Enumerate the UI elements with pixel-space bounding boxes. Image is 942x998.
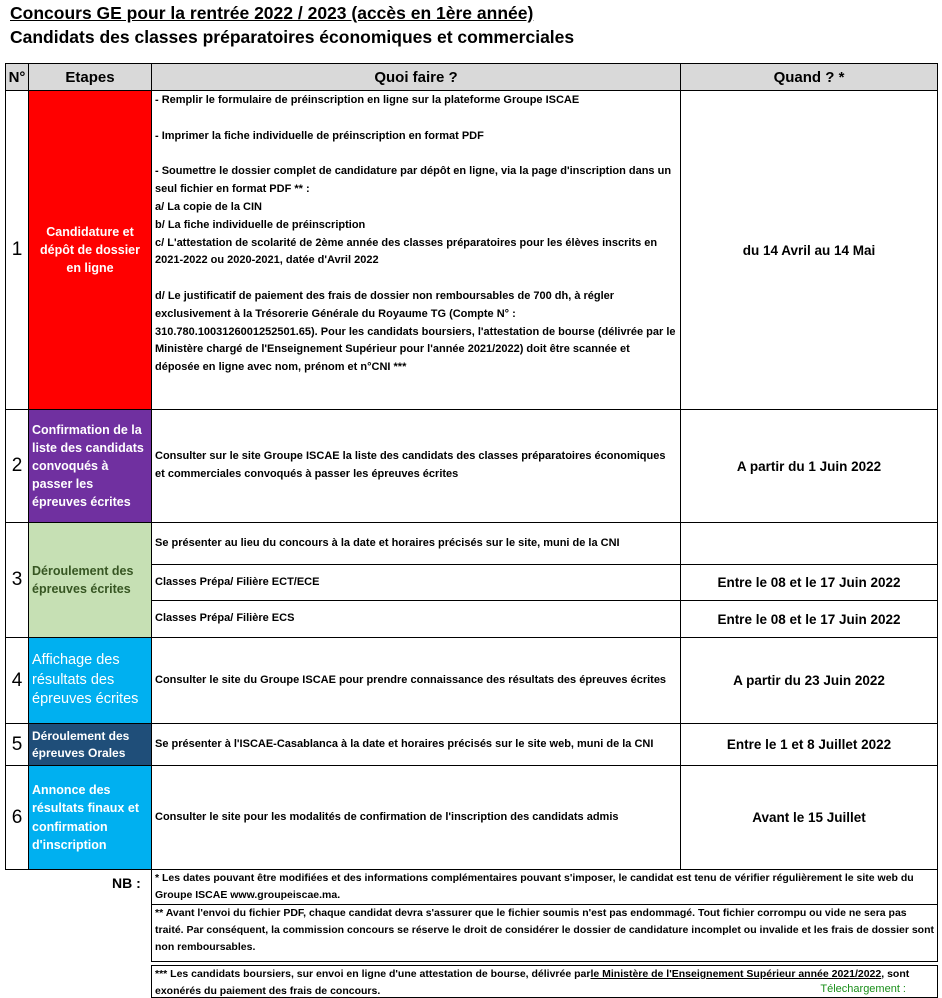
nb-label: NB : [112,875,141,891]
note-1: * Les dates pouvant être modifiées et des informations complémentaires pouvant s'imposer, le candidat est tenu de vérifier régulièrement le site web du Groupe ISCAE www.groupeiscae.ma. [151,870,938,905]
row-1-num: 1 [5,91,29,410]
row-5-num: 5 [5,724,29,766]
row-4-quoi: Consulter le site du Groupe ISCAE pour prendre connaissance des résultats des épreuves écrites [152,638,681,724]
row-3-num: 3 [5,523,29,638]
header-quoi: Quoi faire ? [152,63,681,91]
note-3-ministry: le Ministère de l'Enseignement Supérieur année 2021/2022 [590,968,882,980]
note-3-text-a: *** Les candidats boursiers, sur envoi en ligne d'une attestation de bourse, délivrée par [155,968,591,980]
row-3c-quand: Entre le 08 et le 17 Juin 2022 [681,601,938,638]
row-1-quoi: - Remplir le formulaire de préinscription en ligne sur la plateforme Groupe ISCAE - Imprimer la fiche individuelle de préinscription en format PDF - Soumettre le dossier complet de candidature par dépôt en ligne, via la page d'inscription dans un seul fichier en format PDF ** : a/ La copie de la CIN b/ La fiche individuelle de préinscription c/ L'attestation de scolarité de 2ème année des classes préparatoires pour les élèves inscrits en 2021-2022 ou 2020-2021, datée d'Avril 2022 d/ Le justificatif de paiement des frais de dossier non remboursables de 700 dh, à régler exclusivement à la Trésorerie Générale du Royaume TG (Compte N° : 310.780.1003126001252501.65). Pour les candidats boursiers, l'attestation de bourse (délivrée par le Ministère chargé de l'Enseignement Supérieur pour l'année 2021/2022) doit être scannée et déposée en ligne avec nom, prénom et n°CNI *** [152,91,681,410]
row-5-etape: Déroulement des épreuves Orales [29,724,152,766]
row-5-quand: Entre le 1 et 8 Juillet 2022 [681,724,938,766]
row-6-quoi: Consulter le site pour les modalités de confirmation de l'inscription des candidats admis [152,766,681,870]
row-6-quand: Avant le 15 Juillet [681,766,938,870]
row-2-quoi: Consulter sur le site Groupe ISCAE la liste des candidats des classes préparatoires économiques et commerciales convoqués à passer les épreuves écrites [152,410,681,523]
row-1-quand: du 14 Avril au 14 Mai [681,91,938,410]
row-2-quand: A partir du 1 Juin 2022 [681,410,938,523]
row-3a-quoi: Se présenter au lieu du concours à la date et horaires précisés sur le site, muni de la CNI [152,523,681,565]
note-3-text-b: , sont exonérés du paiement des frais de concours. [155,968,910,997]
row-2-etape: Confirmation de la liste des candidats convoqués à passer les épreuves écrites [29,410,152,523]
row-3b-quoi: Classes Prépa/ Filière ECT/ECE [152,565,681,601]
page-title: Concours GE pour la rentrée 2022 / 2023 (accès en 1ère année) [10,3,534,23]
row-3-etape: Déroulement des épreuves écrites [29,523,152,638]
row-6-num: 6 [5,766,29,870]
row-4-etape: Affichage des résultats des épreuves écrites [29,638,152,724]
row-3a-quand [681,523,938,565]
page-subtitle: Candidats des classes préparatoires économiques et commerciales [10,27,575,47]
row-4-quand: A partir du 23 Juin 2022 [681,638,938,724]
row-2-num: 2 [5,410,29,523]
header-etapes: Etapes [29,63,152,91]
note-2: ** Avant l'envoi du fichier PDF, chaque candidat devra s'assurer que le fichier soumis n'est pas endommagé. Tout fichier corrompu ou vide ne sera pas traité. Par conséquent, la commission concours se réserve le droit de considérer le dossier de candidature incomplet ou invalide et les frais de dossier sont non remboursables. [151,905,938,962]
row-6-etape: Annonce des résultats finaux et confirmation d'inscription [29,766,152,870]
row-4-num: 4 [5,638,29,724]
row-3c-quoi: Classes Prépa/ Filière ECS [152,601,681,638]
row-1-etape: Candidature et dépôt de dossier en ligne [29,91,152,410]
row-5-quoi: Se présenter à l'ISCAE-Casablanca à la date et horaires précisés sur le site web, muni de la CNI [152,724,681,766]
header-num: N° [5,63,29,91]
header-quand: Quand ? * [681,63,938,91]
row-3b-quand: Entre le 08 et le 17 Juin 2022 [681,565,938,601]
download-link[interactable]: Télechargement : [820,983,906,995]
